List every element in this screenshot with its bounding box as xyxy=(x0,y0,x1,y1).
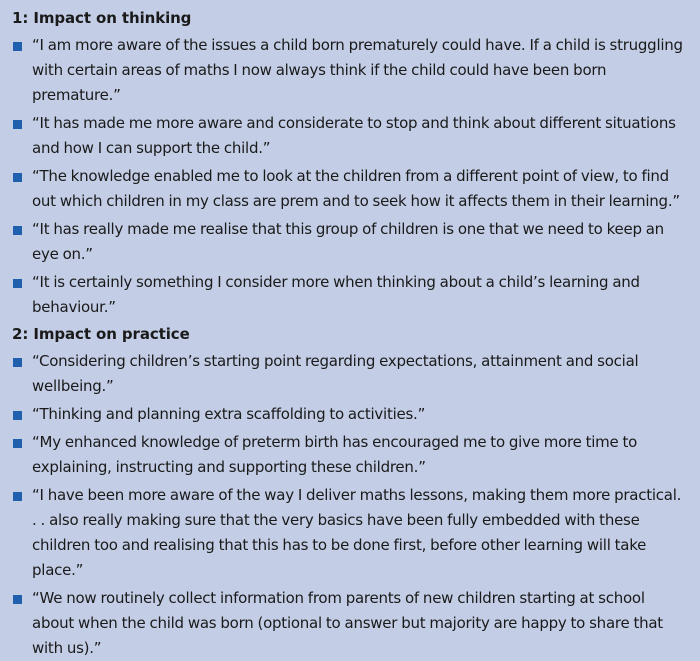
square-bullet-icon xyxy=(13,226,22,235)
square-bullet-icon xyxy=(13,279,22,288)
list-item xyxy=(12,483,686,583)
square-bullet-icon xyxy=(13,411,22,420)
list-item xyxy=(12,430,686,480)
list-item xyxy=(12,111,686,161)
section-impact-on-thinking xyxy=(12,7,686,320)
square-bullet-icon xyxy=(13,439,22,448)
quote-text: “Considering children’s starting point regarding expectations, attainment and social wellbeing.” xyxy=(32,352,639,395)
square-bullet-icon xyxy=(13,42,22,51)
quote-text: “I have been more aware of the way I deliver maths lessons, making them more practical. . . also really making sure that the very basics have been fully embedded with these children too and realising that this has to be done first, before other learning will take place.” xyxy=(32,486,682,579)
quote-text: “Thinking and planning extra scaffolding to activities.” xyxy=(32,405,426,423)
list-item xyxy=(12,270,686,320)
list-item xyxy=(12,33,686,108)
quote-text: “We now routinely collect information from parents of new children starting at school about when the child was born (optional to answer but majority are happy to share that with us).” xyxy=(32,589,663,657)
quote-text: “The knowledge enabled me to look at the children from a different point of view, to find out which children in my class are prem and to seek how it affects them in their learning.” xyxy=(32,167,680,210)
quote-list xyxy=(12,33,686,320)
square-bullet-icon xyxy=(13,120,22,129)
quote-text: “My enhanced knowledge of preterm birth has encouraged me to give more time to explaining, instructing and supporting these children.” xyxy=(32,433,638,476)
quote-list xyxy=(12,349,686,661)
list-item xyxy=(12,586,686,661)
section-title: 1: Impact on thinking xyxy=(12,9,192,27)
section-impact-on-practice xyxy=(12,323,686,661)
quote-text: “It has made me more aware and considerate to stop and think about different situations and how I can support the child.” xyxy=(32,114,676,157)
list-item xyxy=(12,402,686,427)
square-bullet-icon xyxy=(13,492,22,501)
list-item xyxy=(12,349,686,399)
list-item xyxy=(12,164,686,214)
square-bullet-icon xyxy=(13,595,22,604)
quote-text: “It has really made me realise that this group of children is one that we need to keep an eye on.” xyxy=(32,220,664,263)
quote-text: “I am more aware of the issues a child born prematurely could have. If a child is struggling with certain areas of maths I now always think if the child could have been born premature.” xyxy=(32,36,683,104)
square-bullet-icon xyxy=(13,173,22,182)
section-title: 2: Impact on practice xyxy=(12,325,190,343)
square-bullet-icon xyxy=(13,358,22,367)
list-item xyxy=(12,217,686,267)
quote-text: “It is certainly something I consider more when thinking about a child’s learning and behaviour.” xyxy=(32,273,640,316)
